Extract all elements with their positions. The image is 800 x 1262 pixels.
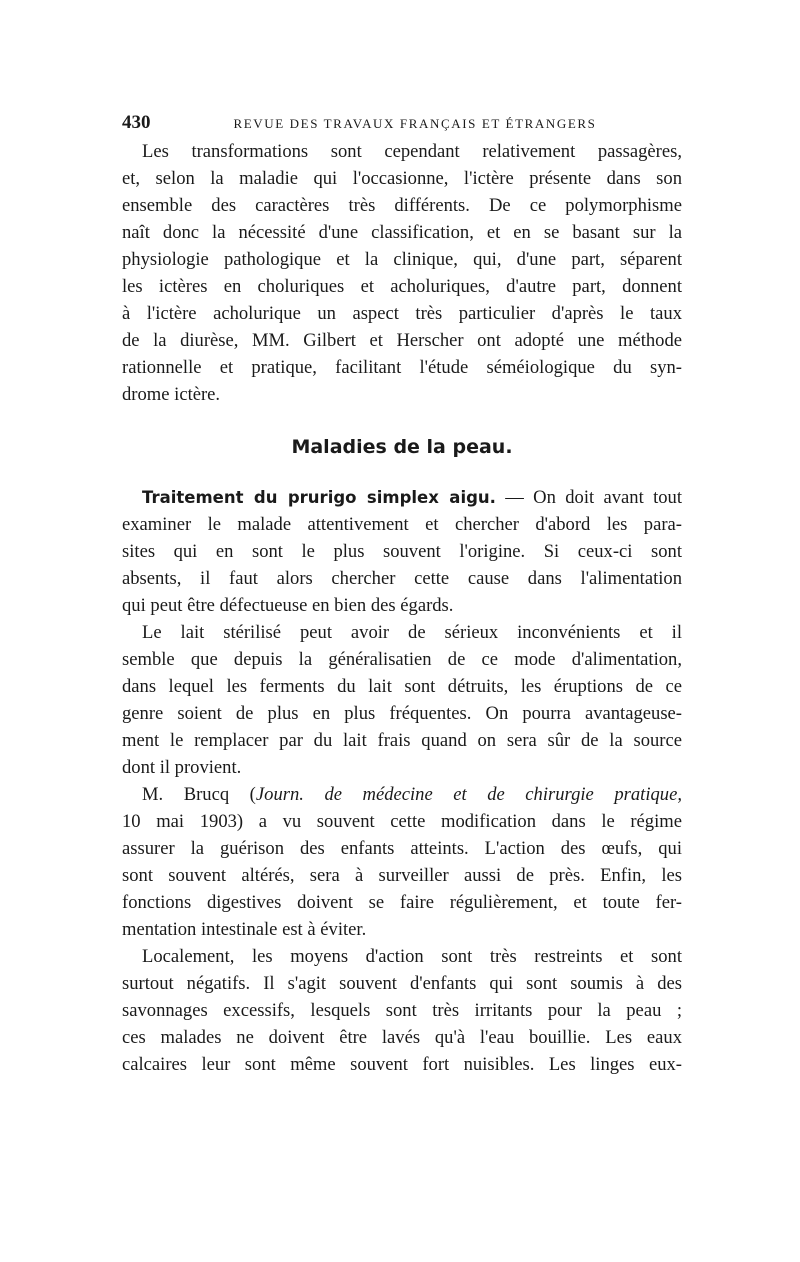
section-heading: Maladies de la peau. [291, 436, 513, 458]
text-line: semble que depuis la généralisatien de ce mode d'alimentation, [122, 649, 682, 670]
text-line: mentation intestinale est à éviter. [122, 919, 367, 940]
text-line: dans lequel les ferments du lait sont détruits, les éruptions de ce [122, 676, 682, 697]
text-line: Les transformations sont cependant relativement passagères, [142, 141, 682, 162]
paragraph-lait [122, 619, 682, 781]
text-line: à l'ictère acholurique un aspect très particulier d'après le taux [122, 303, 682, 324]
text-line [122, 484, 682, 511]
paragraph-brucq [122, 781, 682, 943]
text-line: les ictères en choluriques et acholuriques, d'autre part, donnent [122, 276, 682, 297]
text-line: 10 mai 1903) a vu souvent cette modification dans le régime [122, 811, 682, 832]
text-line: sites qui en sont le plus souvent l'origine. Si ceux-ci sont [122, 541, 682, 562]
running-header [122, 112, 682, 138]
text-line: qui peut être défectueuse en bien des égards. [122, 595, 454, 616]
text-line: drome ictère. [122, 384, 221, 405]
text-line: sont souvent altérés, sera à surveiller aussi de près. Enfin, les [122, 865, 682, 886]
text-line: surtout négatifs. Il s'agit souvent d'enfants qui sont soumis à des [122, 973, 682, 994]
text-line: rationnelle et pratique, facilitant l'étude séméiologique du syn- [122, 357, 682, 378]
text-line: Localement, les moyens d'action sont très restreints et sont [142, 946, 682, 967]
running-title: REVUE DES TRAVAUX FRANÇAIS ET ÉTRANGERS [233, 116, 597, 131]
paragraph-prurigo [122, 484, 682, 619]
text-line: naît donc la nécessité d'une classification, et en se basant sur la [122, 222, 682, 243]
text-line: physiologie pathologique et la clinique, qui, d'une part, séparent [122, 249, 682, 270]
text-line: genre soient de plus en plus fréquentes. On pourra avantageuse- [122, 703, 682, 724]
text-line: et, selon la maladie qui l'occasionne, l'ictère présente dans son [122, 168, 682, 189]
text-line: calcaires leur sont même souvent fort nuisibles. Les linges eux- [122, 1054, 682, 1075]
text-run: — On doit avant tout [495, 487, 682, 508]
article-title: Traitement du prurigo simplex aigu. [142, 488, 496, 507]
text-line: Le lait stérilisé peut avoir de sérieux inconvénients et il [142, 622, 682, 643]
text-line: de la diurèse, MM. Gilbert et Herscher ont adopté une méthode [122, 330, 682, 351]
page-body [122, 112, 682, 1078]
text-line: assurer la guérison des enfants atteints. L'action des œufs, qui [122, 838, 682, 859]
paragraph-ictere [122, 138, 682, 408]
text-run: M. Brucq ( [142, 784, 256, 805]
text-line: ensemble des caractères très différents. De ce polymorphisme [122, 195, 682, 216]
text-line: savonnages excessifs, lesquels sont très irritants pour la peau ; [122, 1000, 682, 1021]
paragraph-localement [122, 943, 682, 1078]
journal-citation: Journ. de médecine et de chirurgie pratique, [255, 784, 682, 805]
text-line: fonctions digestives doivent se faire régulièrement, et toute fer- [122, 892, 682, 913]
text-line [122, 781, 682, 808]
text-line: absents, il faut alors chercher cette cause dans l'alimentation [122, 568, 682, 589]
text-line: dont il provient. [122, 757, 242, 778]
page-number: 430 [122, 112, 151, 133]
text-line: ces malades ne doivent être lavés qu'à l'eau bouillie. Les eaux [122, 1027, 682, 1048]
text-line: ment le remplacer par du lait frais quand on sera sûr de la source [122, 730, 682, 751]
text-line: examiner le malade attentivement et chercher d'abord les para- [122, 514, 682, 535]
